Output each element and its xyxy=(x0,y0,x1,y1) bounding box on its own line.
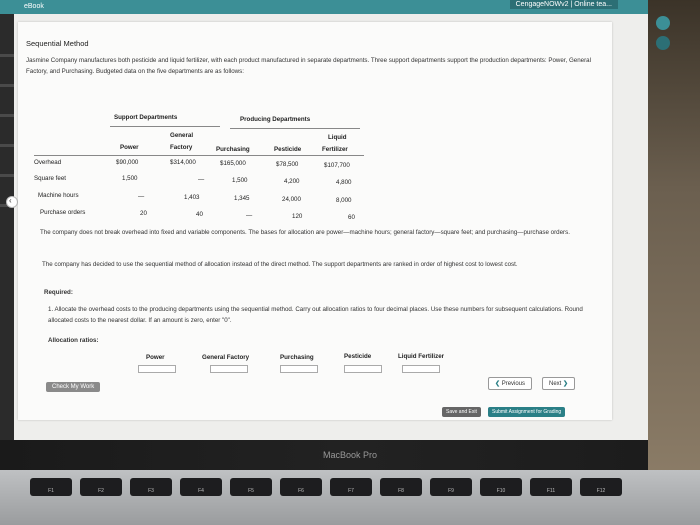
col-general-1: General xyxy=(170,132,194,139)
submit-assignment-button[interactable]: Submit Assignment for Grading xyxy=(488,407,565,417)
previous-label: Previous xyxy=(501,381,526,387)
function-key: F7 xyxy=(330,478,372,496)
table-cell: 20 xyxy=(140,210,147,217)
top-bar xyxy=(0,0,648,14)
table-cell: 1,500 xyxy=(232,177,248,184)
col-liquid-2: Fertilizer xyxy=(322,146,348,153)
ratio-col-header: Pesticide xyxy=(344,353,372,360)
collapse-arrow-button[interactable] xyxy=(6,196,18,208)
row-label: Purchase orders xyxy=(40,209,86,216)
col-purchasing: Purchasing xyxy=(216,146,250,153)
function-key: F12 xyxy=(580,478,622,496)
sidebar-line xyxy=(0,174,14,177)
allocation-ratios-label: Allocation ratios: xyxy=(48,337,99,344)
chevron-left-icon: ❮ xyxy=(495,381,501,387)
ratio-input[interactable] xyxy=(402,365,440,373)
table-cell: $78,500 xyxy=(276,161,299,168)
save-and-exit-button[interactable]: Save and Exit xyxy=(442,407,481,417)
help-icon[interactable] xyxy=(656,36,670,50)
ebook-link[interactable]: eBook xyxy=(24,3,44,10)
note-allocation-bases: The company does not break overhead into fixed and variable components. The bases for allocation are power—machine hours; general factory—square feet; and purchasing—purchase orders. xyxy=(40,229,570,236)
sidebar-line xyxy=(0,114,14,117)
problem-panel xyxy=(18,22,612,420)
col-liquid-1: Liquid xyxy=(328,134,347,141)
function-key: F10 xyxy=(480,478,522,496)
function-key: F3 xyxy=(130,478,172,496)
left-sidebar xyxy=(0,14,14,440)
table-cell: 1,403 xyxy=(184,194,200,201)
ratio-col-header: General Factory xyxy=(202,354,250,361)
previous-button[interactable] xyxy=(488,377,532,390)
table-cell: 120 xyxy=(292,213,303,220)
app-icon[interactable] xyxy=(656,16,670,30)
table-cell: 4,800 xyxy=(336,179,352,186)
row-label: Square feet xyxy=(34,175,66,182)
col-power: Power xyxy=(120,144,139,151)
required-text: 1. Allocate the overhead costs to the producing departments using the sequential method. Carry out allocation ratios to four decimal places. Use these numbers for subsequent calculations. Round allocated costs to the nearest dollar. If an amount is zero, enter "0". xyxy=(48,306,583,324)
sidebar-line xyxy=(0,54,14,57)
ratio-input[interactable] xyxy=(210,365,248,373)
table-cell: 1,500 xyxy=(122,175,138,182)
next-button[interactable] xyxy=(542,377,575,390)
device-label: MacBook Pro xyxy=(322,450,378,460)
function-key: F1 xyxy=(30,478,72,496)
function-key: F4 xyxy=(180,478,222,496)
table-cell: 24,000 xyxy=(282,196,301,203)
ratio-col-header: Power xyxy=(146,354,165,361)
col-general-2: Factory xyxy=(170,144,193,151)
column-rule xyxy=(34,155,364,156)
header-rule xyxy=(110,126,220,127)
table-cell: 8,000 xyxy=(336,197,352,204)
group-producing-header: Producing Departments xyxy=(240,116,311,123)
table-cell: 4,200 xyxy=(284,178,300,185)
ratio-input[interactable] xyxy=(138,365,176,373)
next-label: Next xyxy=(549,381,562,387)
function-key: F6 xyxy=(280,478,322,496)
table-cell: $314,000 xyxy=(170,159,196,166)
table-cell: $90,000 xyxy=(116,159,139,166)
table-cell: — xyxy=(246,212,253,219)
table-cell: 60 xyxy=(348,214,355,221)
keyboard xyxy=(0,470,700,525)
ratio-col-header: Liquid Fertilizer xyxy=(398,353,445,360)
header-rule xyxy=(230,128,360,129)
table-cell: 40 xyxy=(196,211,203,218)
note-sequential-method: The company has decided to use the sequential method of allocation instead of the direct method. The support departments are ranked in order of highest cost to lowest cost. xyxy=(42,261,518,268)
table-cell: 1,345 xyxy=(234,195,250,202)
sidebar-line xyxy=(0,144,14,147)
required-label: Required: xyxy=(44,289,73,296)
function-key: F5 xyxy=(230,478,272,496)
function-key: F2 xyxy=(80,478,122,496)
ratio-input[interactable] xyxy=(280,365,318,373)
sidebar-line xyxy=(0,84,14,87)
table-cell: — xyxy=(138,193,145,200)
table-cell: — xyxy=(198,176,205,183)
problem-intro: Jasmine Company manufactures both pesticide and liquid fertilizer, with each product manufactured in separate departments. Three support departments support the production departments: Power, General Factory, and Purchasing. Budgeted data on the five departments are as follows: xyxy=(26,57,591,75)
ratio-col-header: Purchasing xyxy=(280,354,314,361)
col-pesticide: Pesticide xyxy=(274,146,302,153)
ratio-input[interactable] xyxy=(344,365,382,373)
group-support-header: Support Departments xyxy=(114,114,178,121)
row-label: Overhead xyxy=(34,159,62,166)
chevron-left-icon: ‹ xyxy=(9,196,12,205)
check-my-work-button[interactable]: Check My Work xyxy=(46,382,100,392)
table-cell: $165,000 xyxy=(220,160,246,167)
table-cell: $107,700 xyxy=(324,162,350,169)
background-right xyxy=(648,0,700,470)
row-label: Machine hours xyxy=(38,192,79,199)
problem-title: Sequential Method xyxy=(26,39,89,48)
function-key: F11 xyxy=(530,478,572,496)
function-key: F9 xyxy=(430,478,472,496)
chevron-right-icon: ❯ xyxy=(563,381,569,387)
function-key: F8 xyxy=(380,478,422,496)
brand-label: CengageNOWv2 | Online tea... xyxy=(510,0,618,9)
